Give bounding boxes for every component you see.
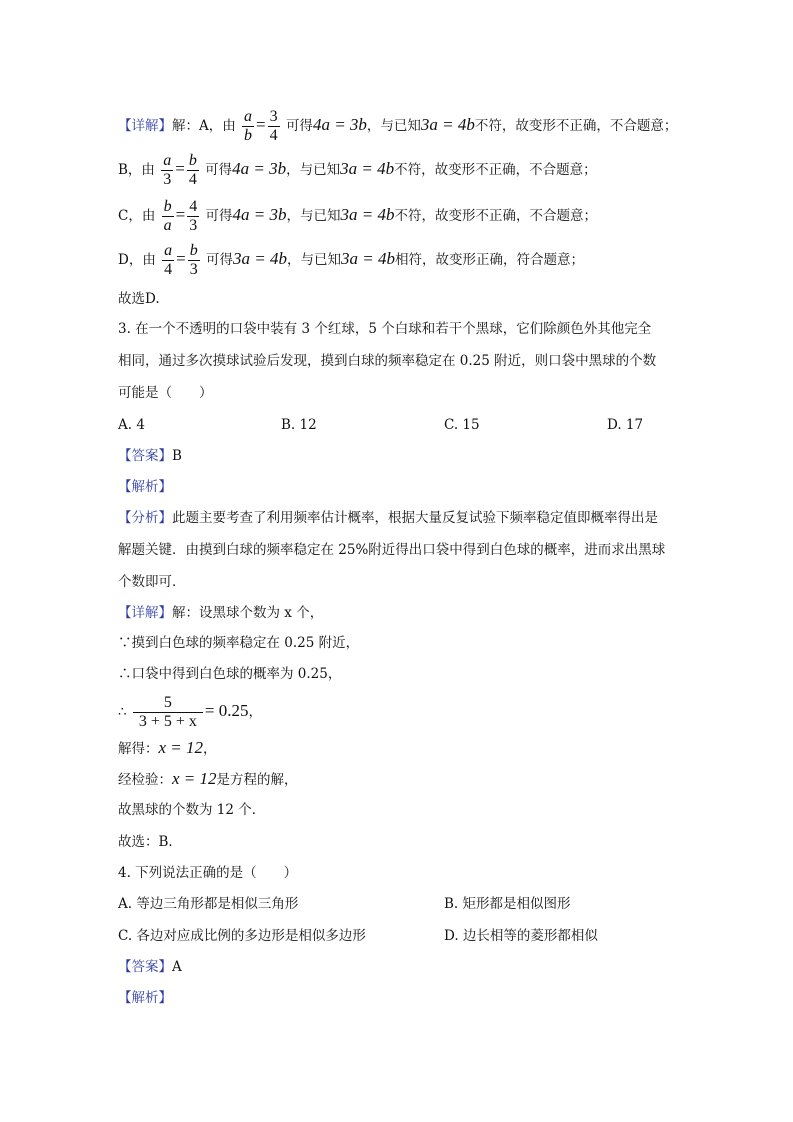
q3-solve: 解得：x = 12， bbox=[118, 738, 217, 757]
q4-option-a: A. 等边三角形都是相似三角形 bbox=[118, 896, 299, 912]
q3-detail-line3: ∴口袋中得到白色球的概率为 0.25， bbox=[118, 666, 342, 682]
q3-detail-line1: 【详解】解：设黑球个数为 x 个， bbox=[118, 605, 324, 621]
fraction: $\frac{b}{3}$ bbox=[189, 242, 198, 278]
q4-stem: 4. 下列说法正确的是（ ） bbox=[118, 865, 298, 881]
q4-analysis-label: 【解析】 bbox=[118, 990, 172, 1006]
detail-line-b: B，由 $\frac{a}{3}$ = $\frac{b}{4}$ 可得4a = 3b，与已知3a = 4b不符，故变形不正确，不合题意； bbox=[118, 152, 597, 188]
detail-line-a: 【详解】解：A，由 $\frac{a}{b}$ = $\frac{3}{4}$ 可得4a = 3b，与已知3a = 4b不符，故变形不正确，不合题意； bbox=[118, 108, 678, 144]
choose-d: 故选D. bbox=[118, 291, 160, 307]
answer-label: 【答案】 bbox=[118, 959, 172, 975]
detail-line-c: C，由 $\frac{b}{a}$ = $\frac{4}{3}$ 可得4a = 3b，与已知3a = 4b不符，故变形不正确，不合题意； bbox=[118, 198, 597, 234]
q3-stem-line2: 相同，通过多次摸球试验后发现，摸到白球的频率稳定在 0.25 附近，则口袋中黑球的个数 bbox=[118, 353, 657, 369]
fraction: $\frac{a}{4}$ bbox=[164, 242, 173, 278]
fraction: $\frac{a}{3}$ bbox=[163, 152, 172, 188]
q3-analysis-label: 【解析】 bbox=[118, 479, 172, 495]
q3-conclusion: 故黑球的个数为 12 个． bbox=[118, 802, 266, 818]
q3-stem-line1: 3. 在一个不透明的口袋中装有 3 个红球，5 个白球和若干个黑球，它们除颜色外其他完全 bbox=[118, 321, 652, 337]
q3-fenxi-line2: 解题关键．由摸到白球的频率稳定在 25%附近得出口袋中得到白色球的概率，进而求出黑球 bbox=[118, 542, 666, 558]
detail-label: 【详解】 bbox=[118, 118, 172, 134]
fraction: $\frac{4}{3}$ bbox=[189, 198, 198, 234]
detail-line-d: D，由 $\frac{a}{4}$ = $\frac{b}{3}$ 可得3a = 4b，与已知3a = 4b相符，故变形正确，符合题意； bbox=[118, 242, 584, 278]
math-expression: 4a = 3b bbox=[312, 115, 367, 134]
q3-stem-line3: 可能是（ ） bbox=[118, 385, 213, 401]
q3-fenxi-line3: 个数即可． bbox=[118, 574, 186, 590]
q3-option-b: B. 12 bbox=[281, 417, 317, 433]
q3-answer: 【答案】B bbox=[118, 448, 182, 464]
fraction: $\frac{a}{b}$ bbox=[244, 108, 253, 144]
fraction: $\frac{b}{4}$ bbox=[188, 152, 197, 188]
math-expression: 3a = 4b bbox=[420, 115, 475, 134]
q4-option-b: B. 矩形都是相似图形 bbox=[444, 896, 571, 912]
q4-option-d: D. 边长相等的菱形都相似 bbox=[444, 928, 598, 944]
q4-answer: 【答案】A bbox=[118, 959, 182, 975]
q3-option-a: A. 4 bbox=[118, 417, 145, 433]
q3-option-c: C. 15 bbox=[444, 417, 480, 433]
q3-detail-line2: ∵摸到白色球的频率稳定在 0.25 附近， bbox=[118, 635, 360, 651]
q3-fenxi-line1: 【分析】此题主要考查了利用频率估计概率，根据大量反复试验下频率稳定值即概率得出是 bbox=[118, 510, 658, 526]
fraction: $\frac{b}{a}$ bbox=[163, 198, 172, 234]
fraction: $\frac{3}{4}$ bbox=[269, 108, 278, 144]
q3-equation: ∴ $\frac{5}{3 + 5 + x}$ = 0.25， bbox=[118, 694, 262, 730]
fenxi-label: 【分析】 bbox=[118, 510, 172, 526]
q3-check: 经检验：x = 12是方程的解， bbox=[118, 769, 298, 788]
q4-option-c: C. 各边对应成比例的多边形是相似多边形 bbox=[118, 928, 366, 944]
detail-label: 【详解】 bbox=[118, 605, 172, 621]
q3-choose: 故选：B． bbox=[118, 834, 182, 850]
q3-option-d: D. 17 bbox=[607, 417, 644, 433]
fraction: $\frac{5}{3 + 5 + x}$ bbox=[133, 694, 203, 731]
answer-label: 【答案】 bbox=[118, 448, 172, 464]
